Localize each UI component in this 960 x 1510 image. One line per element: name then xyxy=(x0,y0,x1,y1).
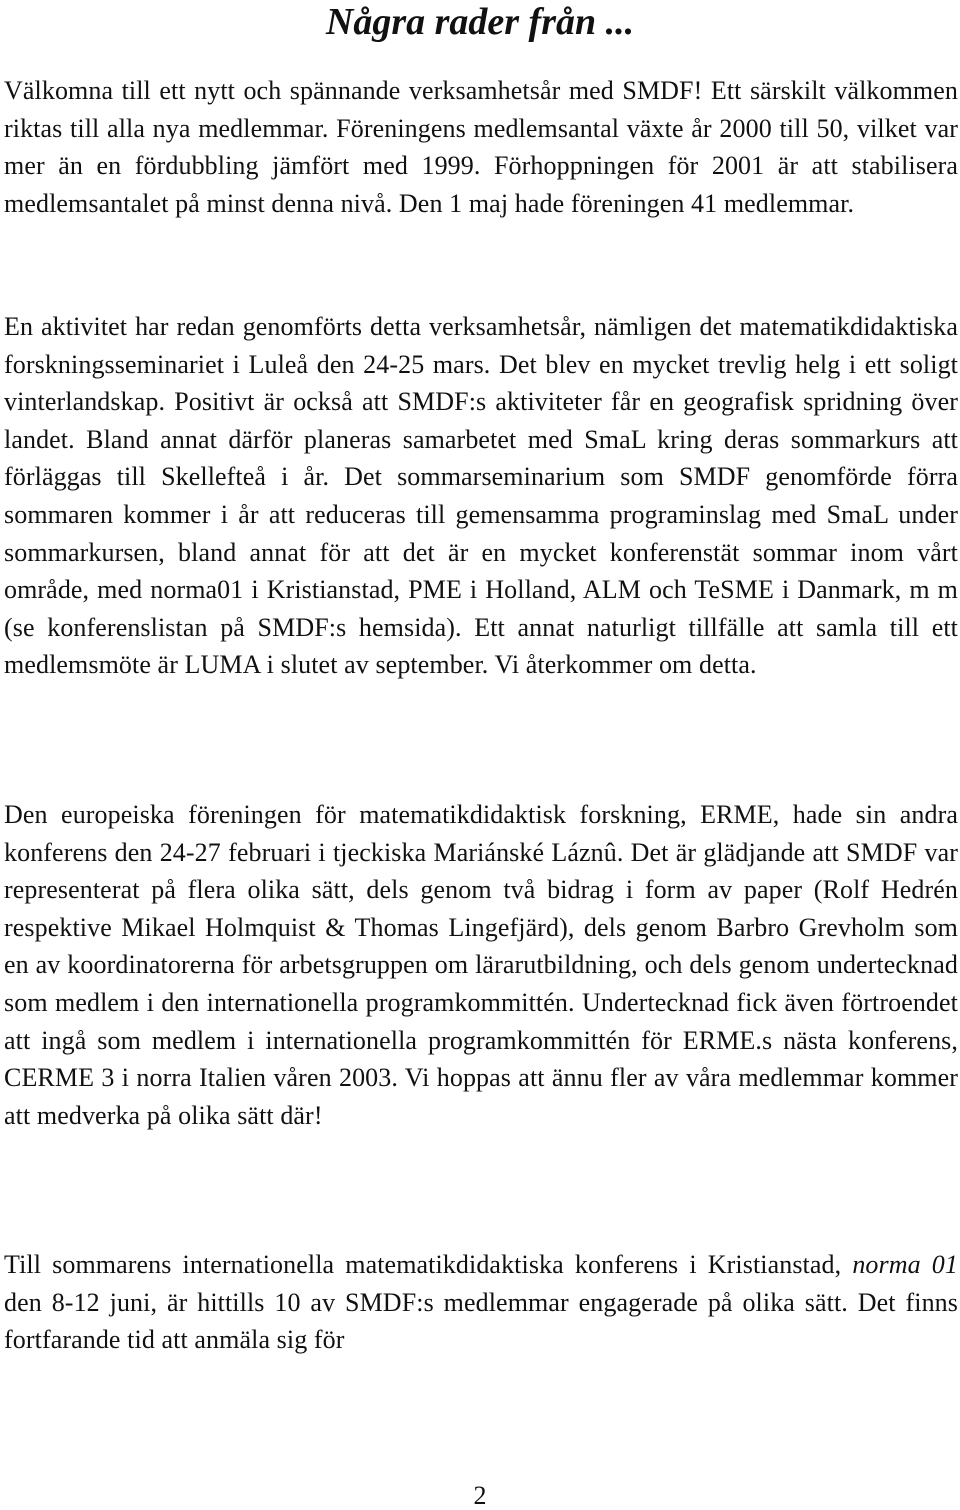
paragraph-norma-text-end: den 8-12 juni, är hittills 10 av SMDF:s medlemmar engagerade på olika sätt. Det finns fortfarande tid att anmäla sig för xyxy=(4,1287,958,1355)
paragraph-erme: Den europeiska föreningen för matematikdidaktisk forskning, ERME, hade sin andra konferens den 24-27 februari i tjeckiska Mariánské Láznû. Det är glädjande att SMDF var representerat på flera olika sätt, dels genom två bidrag i form av paper (Rolf Hedrén respektive Mikael Holmquist & Thomas Lingefjärd), dels genom Barbro Grevholm som en av koordinatorerna för arbetsgruppen om lärarutbildning, och dels genom undertecknad som medlem i den internationella programkommittén. Undertecknad fick även förtroendet att ingå som medlem i internationella programkommittén för ERME.s nästa konferens, CERME 3 i norra Italien våren 2003. Vi hoppas att ännu fler av våra medlemmar kommer att medverka på olika sätt där! xyxy=(4,800,958,1130)
paragraph-norma-text-start: Till sommarens internationella matematikdidaktiska konferens i Kristianstad, xyxy=(4,1250,853,1279)
page-number: 2 xyxy=(473,1481,487,1510)
paragraph-welcome: Välkomna till ett nytt och spännande verksamhetsår med SMDF! Ett särskilt välkommen riktas till alla nya medlemmar. Föreningens medlemsantal växte år 2000 till 50, vilket var mer än en fördubbling jämfört med 1999. Förhoppningen för 2001 är att stabilisera medlemsantalet på minst denna nivå. Den 1 maj hade föreningen 41 medlemmar. xyxy=(4,76,958,218)
conference-name-emphasis: norma 01 xyxy=(852,1250,958,1279)
paragraph-norma xyxy=(4,1246,958,1359)
page-title: Några rader från ... xyxy=(325,1,635,43)
paragraph-activities: En aktivitet har redan genomförts detta verksamhetsår, nämligen det matematikdidaktiska forskningsseminariet i Luleå den 24-25 mars. Det blev en mycket trevlig helg i ett soligt vinterlandskap. Positivt är också att SMDF:s aktiviteter får en geografisk spridning över landet. Bland annat därför planeras samarbetet med SmaL kring deras sommarkurs att förläggas till Skellefteå i år. Det sommarseminarium som SMDF genomförde förra sommaren kommer i år att reduceras till gemensamma programinslag med SmaL under sommarkursen, bland annat för att det är en mycket konferenstät sommar inom vårt område, med norma01 i Kristianstad, PME i Holland, ALM och TeSME i Danmark, m m (se konferenslistan på SMDF:s hemsida). Ett annat naturligt tillfälle att samla till ett medlemsmöte är LUMA i slutet av september. Vi återkommer om detta. xyxy=(4,312,958,680)
